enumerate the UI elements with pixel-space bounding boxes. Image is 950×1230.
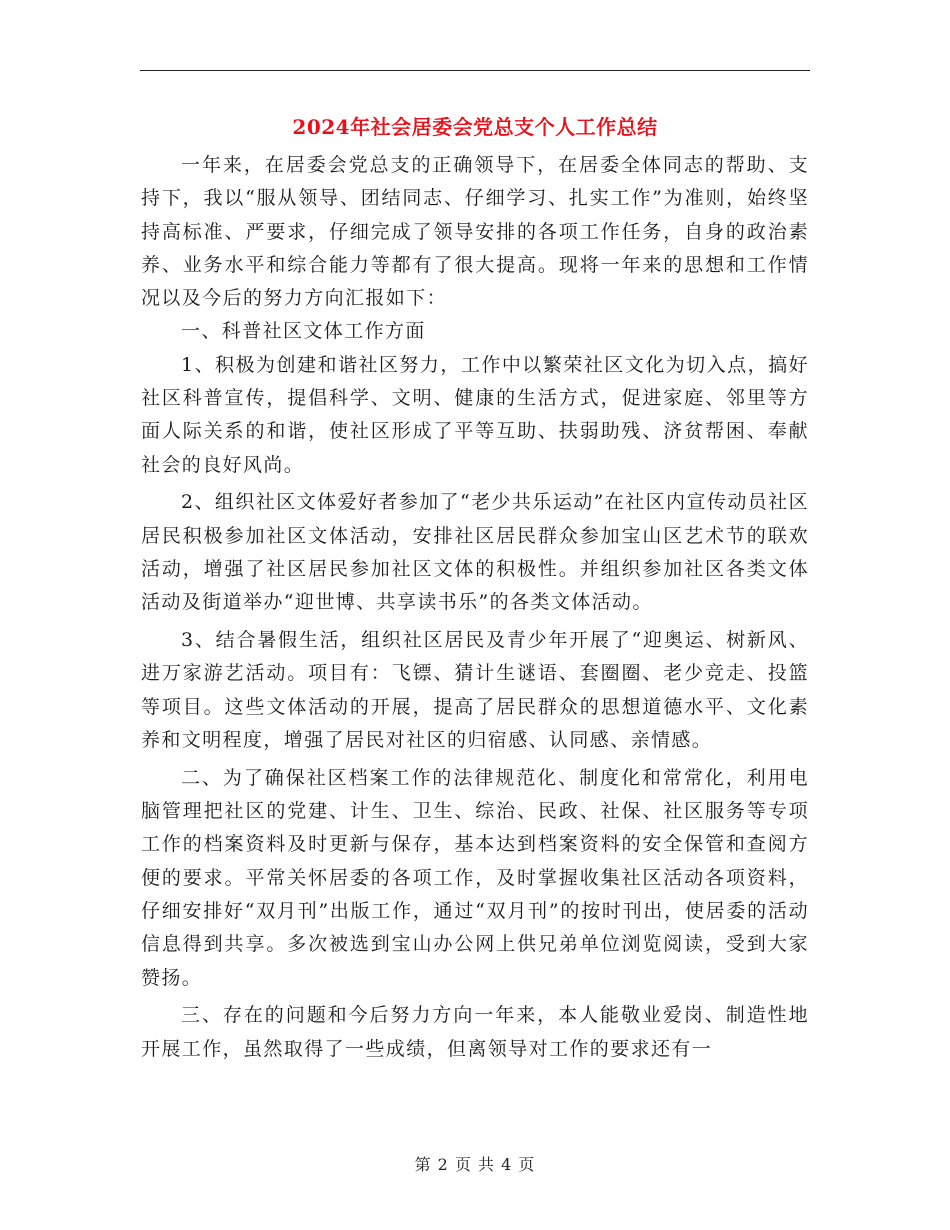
header-rule <box>140 70 810 71</box>
document-title: 2024年社会居委会党总支个人工作总结 <box>292 115 658 139</box>
page-number-footer: 第 2 页 共 4 页 <box>414 1155 536 1174</box>
section-heading-1: 一、科普社区文体工作方面 <box>181 320 426 343</box>
section-2-archives: 二、为了确保社区档案工作的法律规范化、制度化和常常化，利用电脑管理把社区的党建、计生、卫生、综治、民政、社保、社区服务等专项工作的档案资料及时更新与保存，基本达到档案资料的安全保管和查阅方便的要求。平常关怀居委的各项工作，及时掌握收集社区活动各项资料，仔细安排好“双月刊”出版工作，通过“双月刊”的按时刊出，使居委的活动信息得到共享。多次被选到宝山办公网上供兄弟单位浏览阅读，受到大家赞扬。 <box>141 766 809 989</box>
section-3-problems: 三、存在的问题和今后努力方向一年来，本人能敬业爱岗、制造性地开展工作，虽然取得了一些成绩，但离领导对工作的要求还有一 <box>141 1004 809 1060</box>
document-body <box>141 149 809 1071</box>
paragraph-item-3: 3、结合暑假生活，组织社区居民及青少年开展了“迎奥运、树新风、进万家游艺活动。项目有：飞镖、猜计生谜语、套圈圈、老少竞走、投篮等项目。这些文体活动的开展，提高了居民群众的思想道德水平、文化素养和文明程度，增强了居民对社区的归宿感、认同感、亲情感。 <box>141 629 809 752</box>
paragraph-intro: 一年来，在居委会党总支的正确领导下，在居委全体同志的帮助、支持下，我以“服从领导、团结同志、仔细学习、扎实工作”为准则，始终坚持高标准、严要求，仔细完成了领导安排的各项工作任务，自身的政治素养、业务水平和综合能力等都有了很大提高。现将一年来的思想和工作情况以及今后的努力方向汇报如下： <box>141 154 809 310</box>
paragraph-item-1: 1、积极为创建和谐社区努力，工作中以繁荣社区文化为切入点，搞好社区科普宣传，提倡科学、文明、健康的生活方式，促进家庭、邻里等方面人际关系的和谐，使社区形成了平等互助、扶弱助残、济贫帮困、奉献社会的良好风尚。 <box>141 353 809 476</box>
paragraph-item-2: 2、组织社区文体爱好者参加了“老少共乐运动”在社区内宣传动员社区居民积极参加社区文体活动，安排社区居民群众参加宝山区艺术节的联欢活动，增强了社区居民参加社区文体的积极性。并组织参加社区各类文体活动及街道举办“迎世博、共享读书乐”的各类文体活动。 <box>141 491 809 614</box>
